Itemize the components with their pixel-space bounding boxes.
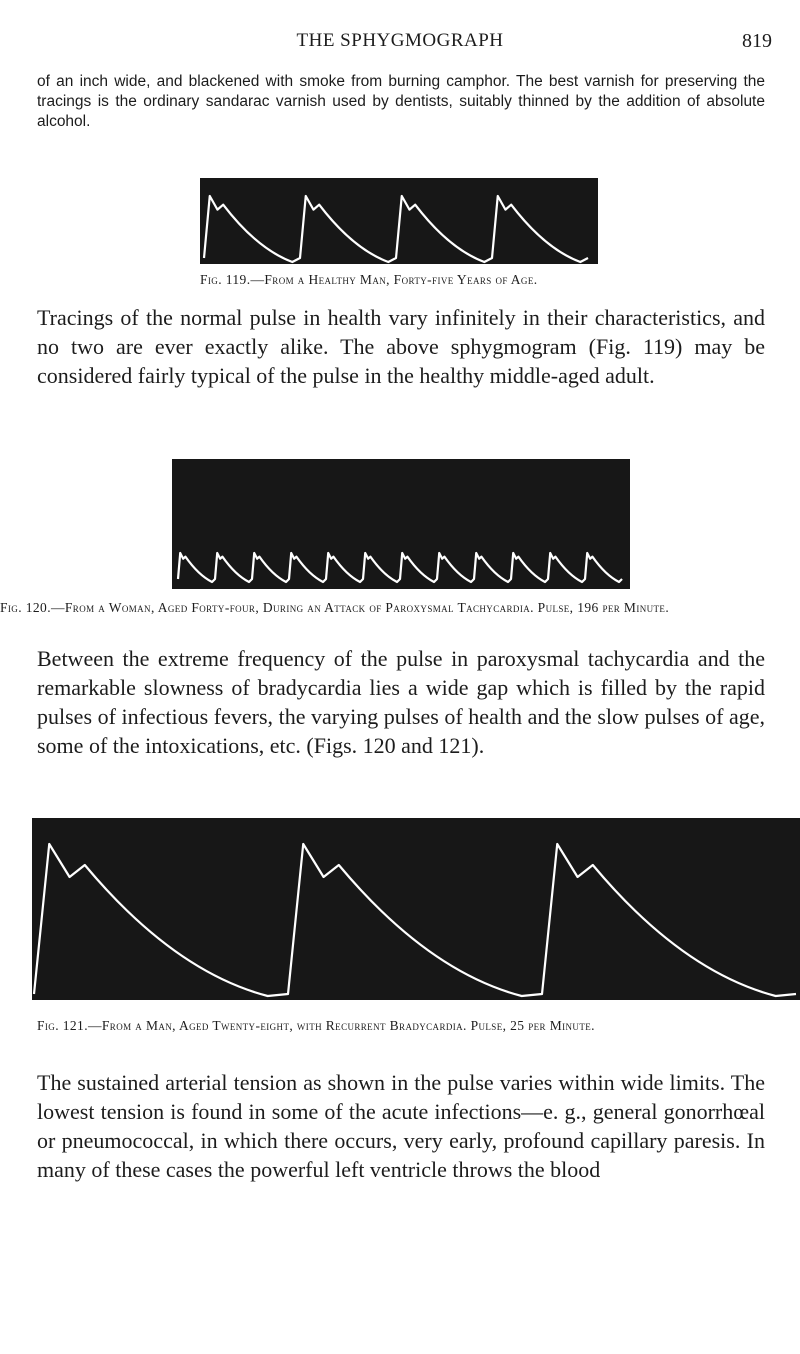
paragraph-1: Tracings of the normal pulse in health vary infinitely in their characteristics, and no two are ever exactly alike. The above sphygmogram (Fig. 119) may be considered fairly typical of the pulse in the healthy middle-aged adult. bbox=[37, 305, 765, 388]
figure-120-caption: Fig. 120.—From a Woman, Aged Forty-four, During an Attack of Paroxysmal Tachycardia. Pulse, 196 per Minute. bbox=[0, 600, 670, 615]
page-header bbox=[0, 30, 800, 60]
figure-119-tracing bbox=[200, 178, 598, 264]
figure-121-tracing bbox=[32, 818, 800, 1000]
paragraph-2: Between the extreme frequency of the pulse in paroxysmal tachycardia and the remarkable slowness of bradycardia lies a wide gap which is filled by the rapid pulses of infectious fevers, the varying pulses of health and the slow pulses of age, some of the intoxications, etc. (Figs. 120 and 121). bbox=[37, 646, 765, 758]
paragraph-3: The sustained arterial tension as shown in the pulse varies within wide limits. The lowest tension is found in some of the acute infections—e. g., general gonorrhœal or pneumococcal, in which there occurs, very early, profound capillary paresis. In many of these cases the powerful left ventricle throws the blood bbox=[37, 1070, 765, 1182]
running-title: THE SPHYGMOGRAPH bbox=[296, 30, 504, 51]
intro-paragraph: of an inch wide, and blackened with smoke from burning camphor. The best varnish for preserving the tracings is the ordinary sandarac varnish used by dentists, suitably thinned by the addition of absolute alcohol. bbox=[37, 73, 765, 130]
figure-120-tracing bbox=[172, 459, 630, 589]
figure-119-caption: Fig. 119.—From a Healthy Man, Forty-five Years of Age. bbox=[200, 272, 538, 287]
figure-121-caption: Fig. 121.—From a Man, Aged Twenty-eight, with Recurrent Bradycardia. Pulse, 25 per Minute. bbox=[37, 1018, 595, 1033]
page-number: 819 bbox=[742, 30, 772, 52]
